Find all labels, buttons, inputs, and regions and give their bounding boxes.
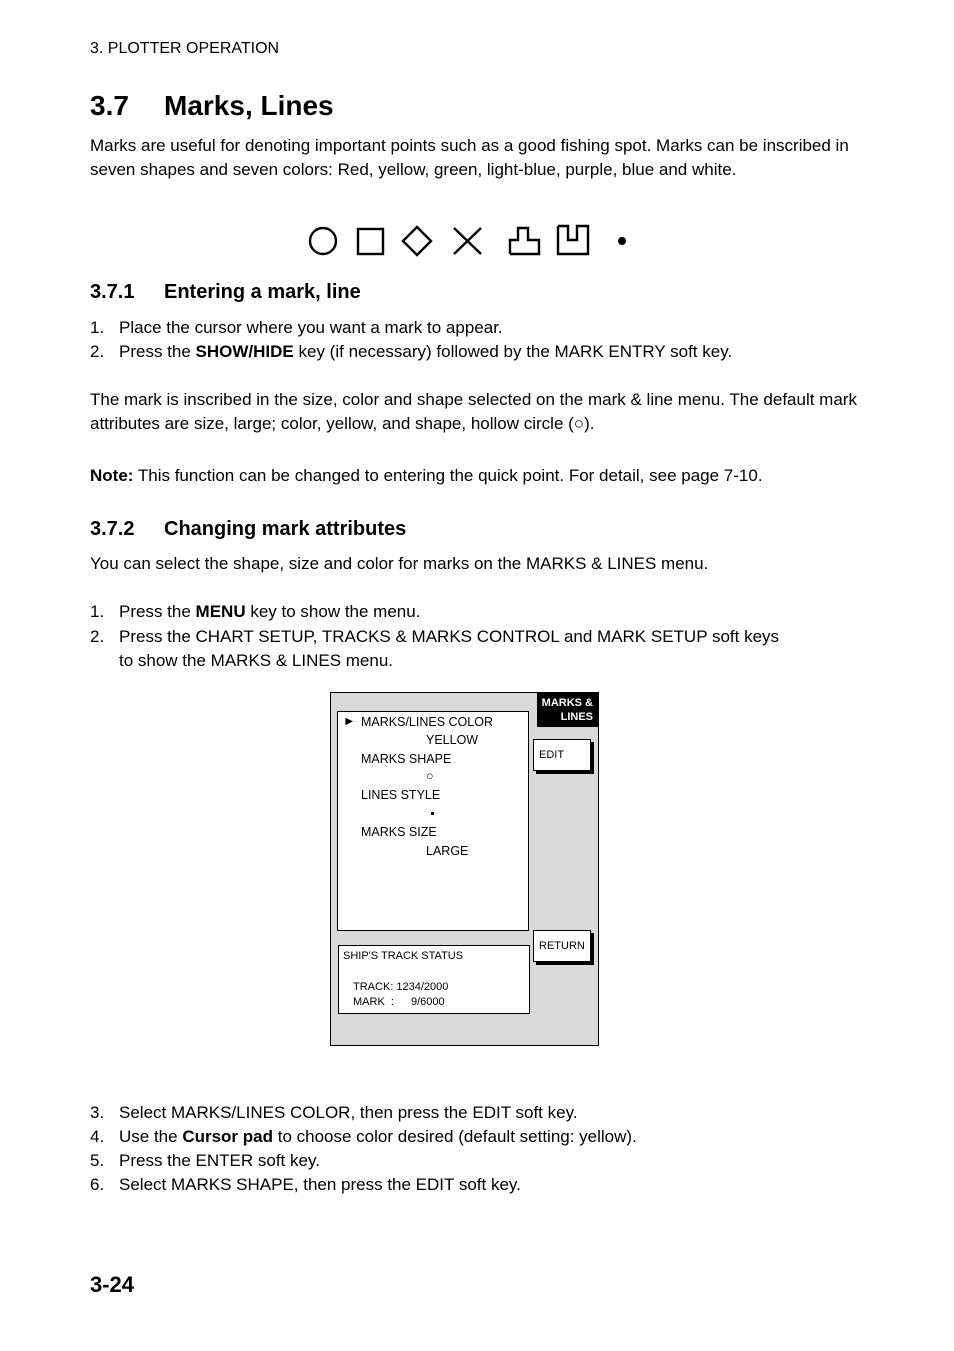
status-title: SHIP'S TRACK STATUS [343,950,464,962]
mark-label: MARK : [353,996,394,1008]
subsection-number: 3.7.2 [90,518,135,540]
subsection-title: Entering a mark, line [164,281,361,303]
step-text: Press the [119,602,196,621]
x-icon [454,228,481,254]
step-number: 2. [90,627,105,646]
step-number: 3. [90,1103,105,1122]
subsection-number: 3.7.1 [90,281,135,303]
shape-value: ○ [426,769,434,783]
step-item [90,600,860,624]
note-text: This function can be changed to entering the quick point. For detail, see page 7-10. [133,466,763,485]
menu-item-marks-size[interactable]: MARKS SIZE [361,825,437,839]
subsection-heading-2 [90,518,406,541]
menu-title-tab [537,693,599,727]
step-text: Press the CHART SETUP, TRACKS & MARKS CONTROL and MARK SETUP soft keys [119,627,780,646]
flag-down-icon [558,226,588,254]
step-text: Place the cursor where you want a mark to appear. [119,318,503,337]
section-heading [90,90,334,122]
default-attributes-paragraph: The mark is inscribed in the size, color and shape selected on the mark & line menu. The default mark attributes are size, large; color, yellow, and shape, hollow circle (○). [90,390,857,433]
intro-paragraph: Marks are useful for denoting important points such as a good fishing spot. Marks can be inscribed in seven shapes and seven colors: Red, yellow, green, light-blue, purple, blue and white. [90,136,849,179]
menu-item-marks-lines-color[interactable]: MARKS/LINES COLOR [361,715,493,729]
step-number: 1. [90,318,105,337]
edit-soft-key[interactable]: EDIT [533,739,591,771]
size-value: LARGE [426,844,469,858]
step-text: Press the ENTER soft key. [119,1151,320,1170]
step-text-continued: to show the MARKS & LINES menu. [119,651,394,670]
step-number: 6. [90,1175,105,1194]
mark-count: 9/6000 [411,996,445,1008]
menu-title-line: LINES [560,711,593,723]
step-text: key to show the menu. [245,602,421,621]
step-number: 4. [90,1127,105,1146]
diamond-icon [403,227,431,255]
key-name: SHOW/HIDE [195,342,294,361]
running-head: 3. PLOTTER OPERATION [90,40,280,57]
mark-shapes-row [306,222,636,262]
return-soft-key[interactable]: RETURN [533,930,591,962]
step-item [90,1173,860,1197]
section-number: 3.7 [90,90,129,121]
step-item [90,1101,860,1125]
step-text: Press the [119,342,196,361]
menu-item-marks-shape[interactable]: MARKS SHAPE [361,752,452,766]
subsection-title: Changing mark attributes [164,518,407,540]
line-style-dot-icon [431,812,434,815]
track-count: TRACK: 1234/2000 [353,981,449,993]
step-text: to choose color desired (default setting: yellow). [273,1127,637,1146]
section-title: Marks, Lines [164,90,334,121]
color-value: YELLOW [426,733,479,747]
step-item [90,316,860,340]
square-icon [358,229,383,254]
key-name: MENU [195,602,246,621]
step-text: Select MARKS SHAPE, then press the EDIT soft key. [119,1175,521,1194]
step-number: 1. [90,602,105,621]
dot-icon [618,237,626,245]
step-item [90,1149,860,1173]
step-item [90,340,860,364]
flag-up-icon [510,228,539,254]
step-item [90,1125,860,1149]
note [90,464,860,488]
menu-item-lines-style[interactable]: LINES STYLE [361,788,441,802]
step-number: 5. [90,1151,105,1170]
key-name: Cursor pad [182,1127,273,1146]
subsection-heading-1 [90,281,361,304]
step-text: Use the [119,1127,183,1146]
cursor-icon: ► [343,714,356,728]
menu-title-line: MARKS & [541,697,593,709]
step-text: key (if necessary) followed by the MARK ENTRY soft key. [293,342,733,361]
circle-icon [310,228,336,254]
note-label: Note: [90,466,134,485]
changing-attributes-paragraph: You can select the shape, size and color for marks on the MARKS & LINES menu. [90,554,709,573]
step-number: 2. [90,342,105,361]
page-number: 3-24 [90,1272,135,1297]
step-text: Select MARKS/LINES COLOR, then press the EDIT soft key. [119,1103,578,1122]
step-item [90,625,860,673]
